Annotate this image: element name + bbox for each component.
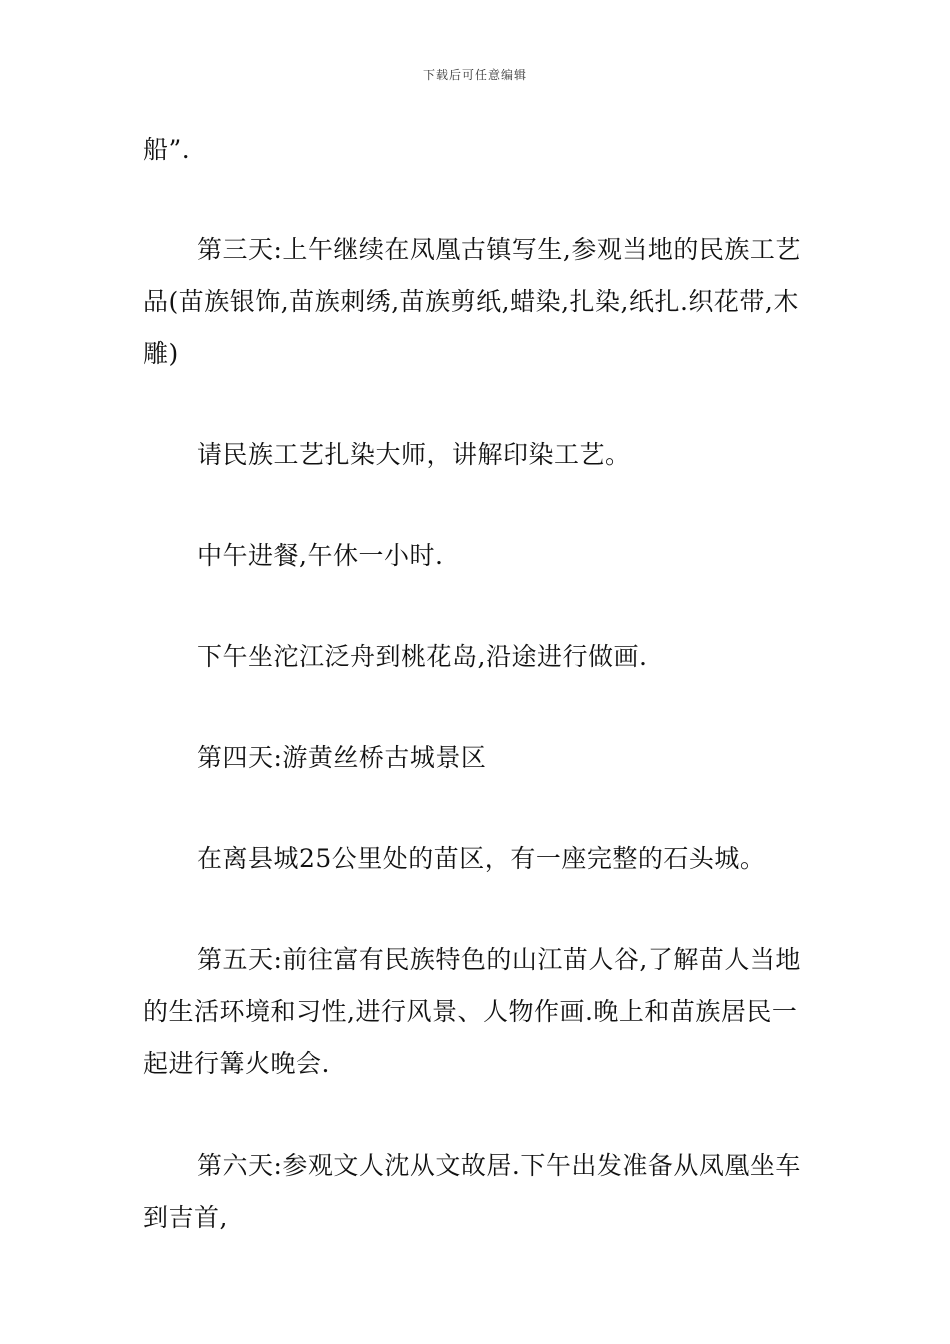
paragraph-day4: 第四天:游黄丝桥古城景区 (197, 743, 487, 772)
paragraph-day3-afternoon: 下午坐沱江泛舟到桃花岛,沿途进行做画. (197, 642, 648, 671)
document-body (143, 124, 811, 1244)
paragraph-day5: 第五天:前往富有民族特色的山江苗人谷,了解苗人当地的生活环境和习性,进行风景、人物作画.晚上和苗族居民一起进行篝火晚会. (143, 945, 801, 1078)
page-header: 下载后可任意编辑 (422, 68, 527, 82)
paragraph-day3-lunch: 中午进餐,午休一小时. (197, 541, 444, 570)
paragraph-continuation: 船”. (143, 135, 191, 164)
paragraph-day6: 第六天:参观文人沈从文故居.下午出发准备从凤凰坐车到吉首, (143, 1151, 801, 1232)
paragraph-day3: 第三天:上午继续在凤凰古镇写生,参观当地的民族工艺品(苗族银饰,苗族刺绣,苗族剪纸,蜡染,扎染,纸扎.织花带,木雕) (143, 235, 801, 368)
paragraph-day4-detail: 在离县城25公里处的苗区，有一座完整的石头城。 (197, 844, 766, 873)
paragraph-day3-master: 请民族工艺扎染大师，讲解印染工艺。 (197, 440, 631, 469)
